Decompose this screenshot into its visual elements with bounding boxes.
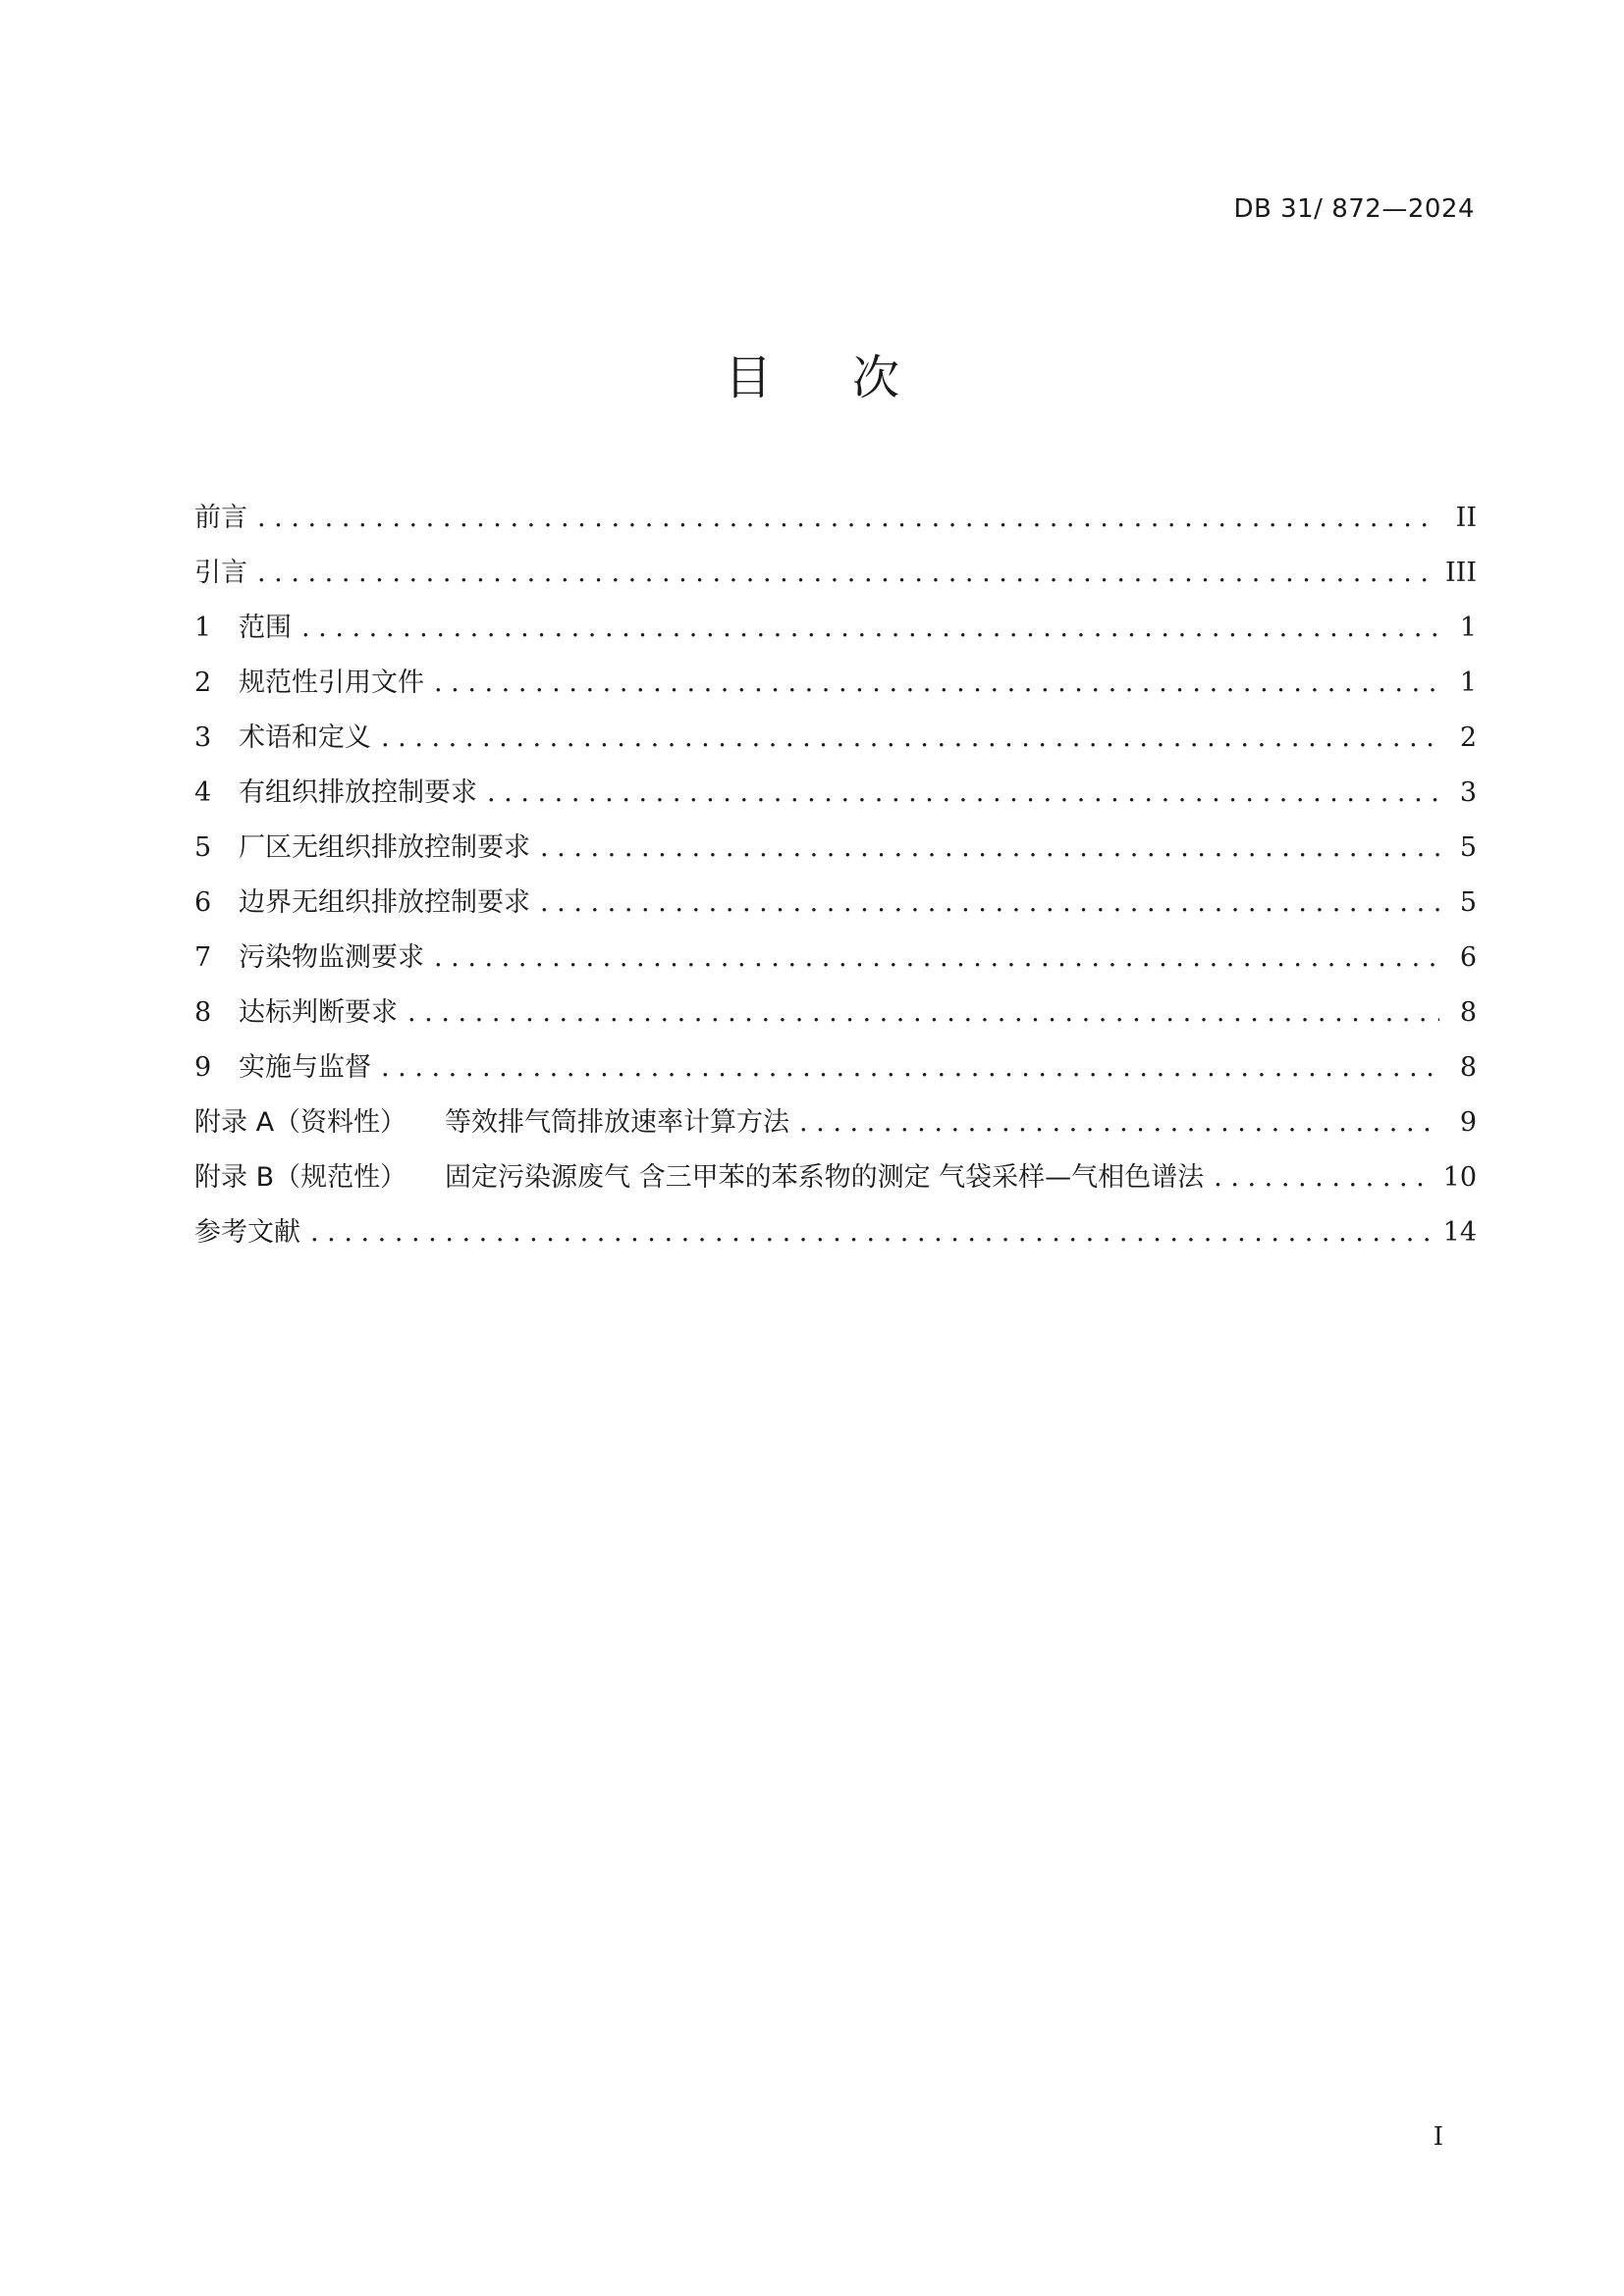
- toc-entry-appendix-b[interactable]: [194, 1150, 1477, 1205]
- toc-entry-label: 有组织排放控制要求: [239, 777, 477, 808]
- toc-leader-dots: [540, 876, 1439, 931]
- toc-leader-dots: [434, 931, 1439, 986]
- toc-entry-section-6[interactable]: [194, 876, 1477, 931]
- toc-entry-page: 6: [1459, 942, 1477, 973]
- toc-entry-page: 8: [1459, 997, 1477, 1028]
- toc-leader-dots: [257, 491, 1439, 546]
- toc-entry-page: III: [1445, 558, 1477, 588]
- toc-entry-number: 1: [194, 613, 212, 643]
- toc-entry-page: 8: [1459, 1052, 1477, 1083]
- toc-entry-label: 前言: [194, 503, 247, 533]
- toc-entry-appendix-prefix: 附录 A（资料性）: [194, 1107, 407, 1138]
- toc-leader-dots: [434, 656, 1439, 711]
- toc-entry-appendix-prefix: 附录 B（规范性）: [194, 1162, 407, 1193]
- toc-entry-label: 规范性引用文件: [239, 667, 424, 698]
- toc-entry-number: 8: [194, 997, 212, 1028]
- toc-leader-dots: [381, 711, 1439, 766]
- toc-entry-section-2[interactable]: [194, 656, 1477, 711]
- toc-entry-page: 2: [1459, 722, 1477, 753]
- toc-entry-page: 14: [1442, 1217, 1477, 1248]
- toc-entry-label: 范围: [239, 613, 292, 643]
- toc-entry-section-9[interactable]: [194, 1041, 1477, 1095]
- toc-entry-label: 达标判断要求: [239, 997, 398, 1028]
- toc-entry-appendix-a[interactable]: [194, 1095, 1477, 1150]
- toc-leader-dots: [257, 546, 1435, 601]
- toc-title: 目次: [724, 350, 980, 405]
- toc-entry-label: 参考文献: [194, 1217, 300, 1248]
- toc-entry-section-5[interactable]: [194, 821, 1477, 876]
- toc-entry-page: 3: [1459, 777, 1477, 808]
- toc-entry-foreword[interactable]: [194, 491, 1477, 546]
- toc-entry-section-7[interactable]: [194, 931, 1477, 986]
- toc-entry-label: 边界无组织排放控制要求: [239, 887, 530, 918]
- toc-entry-section-3[interactable]: [194, 711, 1477, 766]
- toc-leader-dots: [301, 601, 1439, 656]
- toc-entry-introduction[interactable]: [194, 546, 1477, 601]
- toc-entry-number: 9: [194, 1052, 212, 1083]
- document-code: DB 31/ 872—2024: [1233, 194, 1475, 224]
- page-number: I: [1433, 2122, 1443, 2152]
- toc-entry-number: 6: [194, 887, 212, 918]
- toc-entry-number: 5: [194, 832, 212, 863]
- toc-entry-page: 9: [1459, 1107, 1477, 1138]
- toc-entry-label: 污染物监测要求: [239, 942, 424, 973]
- toc-entry-page: 1: [1459, 667, 1477, 698]
- toc-entry-number: 2: [194, 667, 212, 698]
- toc-entry-page: 5: [1459, 832, 1477, 863]
- toc-entry-page: 5: [1459, 887, 1477, 918]
- toc-entry-bibliography[interactable]: [194, 1205, 1477, 1260]
- toc-entry-page: 10: [1442, 1162, 1477, 1193]
- table-of-contents: [194, 491, 1477, 1260]
- toc-leader-dots: [407, 986, 1439, 1041]
- toc-entry-page: 1: [1459, 613, 1477, 643]
- toc-entry-label: 术语和定义: [239, 722, 371, 753]
- toc-entry-label: 实施与监督: [239, 1052, 371, 1083]
- toc-leader-dots: [310, 1205, 1434, 1260]
- toc-leader-dots: [487, 766, 1439, 821]
- toc-leader-dots: [799, 1095, 1439, 1150]
- toc-entry-number: 7: [194, 942, 212, 973]
- toc-entry-page: II: [1455, 503, 1477, 533]
- toc-leader-dots: [381, 1041, 1439, 1095]
- toc-entry-label: 厂区无组织排放控制要求: [239, 832, 530, 863]
- toc-entry-number: 3: [194, 722, 212, 753]
- toc-entry-label: 固定污染源废气 含三甲苯的苯系物的测定 气袋采样—气相色谱法: [445, 1162, 1205, 1193]
- toc-leader-dots: [1214, 1150, 1433, 1205]
- toc-entry-number: 4: [194, 777, 212, 808]
- toc-entry-section-4[interactable]: [194, 766, 1477, 821]
- toc-entry-label: 引言: [194, 558, 247, 588]
- toc-entry-label: 等效排气筒排放速率计算方法: [445, 1107, 789, 1138]
- toc-entry-section-1[interactable]: [194, 601, 1477, 656]
- toc-entry-section-8[interactable]: [194, 986, 1477, 1041]
- toc-leader-dots: [540, 821, 1439, 876]
